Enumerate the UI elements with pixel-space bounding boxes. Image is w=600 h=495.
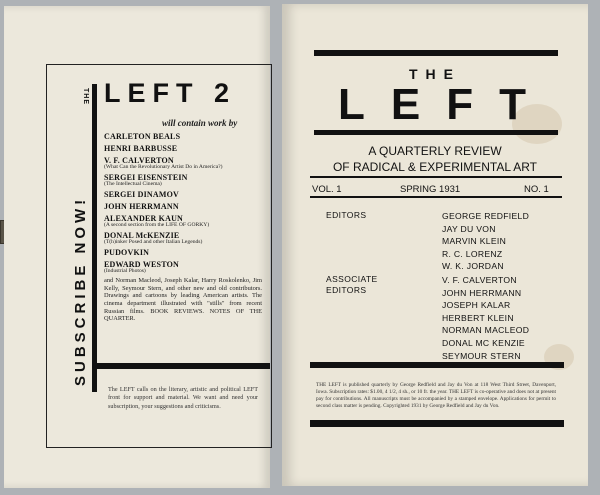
editors-list — [442, 210, 529, 273]
contributor-name: JOHN HERRMANN — [104, 202, 179, 211]
editor-name: R. C. LORENZ — [442, 248, 503, 259]
the-vertical-label: THE — [82, 88, 89, 105]
title-the: THE — [409, 66, 461, 82]
subtitle-line-1: A QUARTERLY REVIEW — [368, 144, 502, 158]
advert-footer-text: The LEFT calls on the literary, artistic and political LEFT front for support and material. We want and need your subscription, your suggestions and criticisms. — [108, 386, 258, 410]
will-contain-text: will contain work by — [162, 118, 238, 128]
contributor-name: SERGEI DINAMOV — [104, 190, 180, 199]
associate-editor-name: HERBERT KLEIN — [442, 312, 514, 323]
contributor-name: HENRI BARBUSSE — [104, 144, 178, 153]
contributor-name: DONAL McKENZIE — [104, 231, 180, 240]
contributor-note: (What Can the Revolutionary Artist Do in America?) — [104, 164, 223, 170]
contributor-name: SERGEI EISENSTEIN — [104, 173, 188, 182]
contributor-item — [104, 156, 264, 170]
top-rule — [314, 50, 558, 56]
vertical-rule — [92, 84, 97, 392]
contributor-name: CARLETON BEALS — [104, 132, 181, 141]
contributor-name: PUDOVKIN — [104, 248, 150, 257]
editor-name: JAY DU VON — [442, 223, 496, 234]
contributor-note: (T(h)inker Posed and other Italian Legends) — [104, 239, 203, 245]
associate-editor-name: SEYMOUR STERN — [442, 350, 521, 361]
contributor-name: ALEXANDER KAUN — [104, 214, 184, 223]
contributor-item — [104, 202, 264, 211]
fine-print-rule-top — [310, 362, 564, 368]
issue-rule-bottom — [310, 196, 562, 198]
contributor-item — [104, 132, 264, 141]
bottom-rule — [92, 363, 270, 369]
left-page — [4, 6, 270, 488]
associate-label-line-2: EDITORS — [326, 284, 367, 295]
contributor-note: (Industrial Photos) — [104, 268, 146, 274]
title-left: LEFT — [338, 80, 552, 129]
associate-editor-name: DONAL MC KENZIE — [442, 337, 525, 348]
associate-editor-name: JOSEPH KALAR — [442, 300, 511, 311]
issue-rule-top — [310, 176, 562, 178]
right-page — [282, 4, 588, 486]
editors-label: EDITORS — [326, 210, 367, 220]
contributor-name: V. F. CALVERTON — [104, 156, 174, 165]
contributor-item — [104, 190, 264, 199]
more-contributors-text: and Norman Macleod, Joseph Kalar, Harry Roskolenko, Jim Kelly, Seymour Stern, and other new and old contributors. Drawings and cartoons by leading American artists. The cinema department illustrated with "stills" from recent Russian films. BOOK REVIEWS. NOTES OF THE QUARTER. — [104, 277, 262, 323]
associate-editors-label — [326, 274, 378, 295]
associate-editor-name: V. F. CALVERTON — [442, 275, 517, 285]
associate-label-line-1: ASSOCIATE — [326, 274, 378, 284]
associate-editors-list — [442, 274, 529, 362]
subscribe-now-text: SUBSCRIBE NOW! — [72, 195, 89, 386]
contributor-list — [104, 132, 264, 323]
publication-fine-print: THE LEFT is published quarterly by George Redfield and Jay du Von at 118 West Third Street, Davenport, Iowa. Subscription rates: $1.00, 4 1/2, 4 sh., or 10 fr. the year. THE LEFT is co-operative and does not at present pay for contributions. All manuscripts must be accompanied by a stamped envelope. Applications for permit to second class matter is pending. Copyrighted 1931 by George Redfield and Jay du Von. — [316, 382, 556, 409]
fine-print-rule-bottom — [310, 420, 564, 427]
contributor-name: EDWARD WESTON — [104, 260, 179, 269]
title-rule — [314, 130, 558, 135]
editor-name: MARVIN KLEIN — [442, 236, 507, 247]
editor-name: GEORGE REDFIELD — [442, 211, 530, 221]
contributor-item — [104, 214, 264, 228]
associate-editor-name: NORMAN MACLEOD — [442, 325, 530, 336]
contributor-item — [104, 231, 264, 245]
contributor-item — [104, 173, 264, 187]
left-2-title: LEFT 2 — [104, 78, 237, 108]
contributor-note: (A second section from the LIFE OF GORKY) — [104, 222, 210, 228]
season-label: SPRING 1931 — [400, 184, 461, 195]
contributor-item — [104, 144, 264, 153]
contributor-note: (The Intellectual Cinema) — [104, 181, 162, 187]
contributor-item — [104, 260, 264, 274]
subtitle-line-2: OF RADICAL & EXPERIMENTAL ART — [332, 159, 538, 174]
associate-editor-name: JOHN HERRMANN — [442, 287, 522, 298]
subscribe-sidebar — [52, 70, 92, 386]
subtitle — [282, 144, 588, 175]
volume-label: VOL. 1 — [312, 184, 342, 195]
number-label: NO. 1 — [524, 184, 549, 195]
editor-name: W. K. JORDAN — [442, 261, 504, 272]
contributor-item — [104, 248, 264, 257]
